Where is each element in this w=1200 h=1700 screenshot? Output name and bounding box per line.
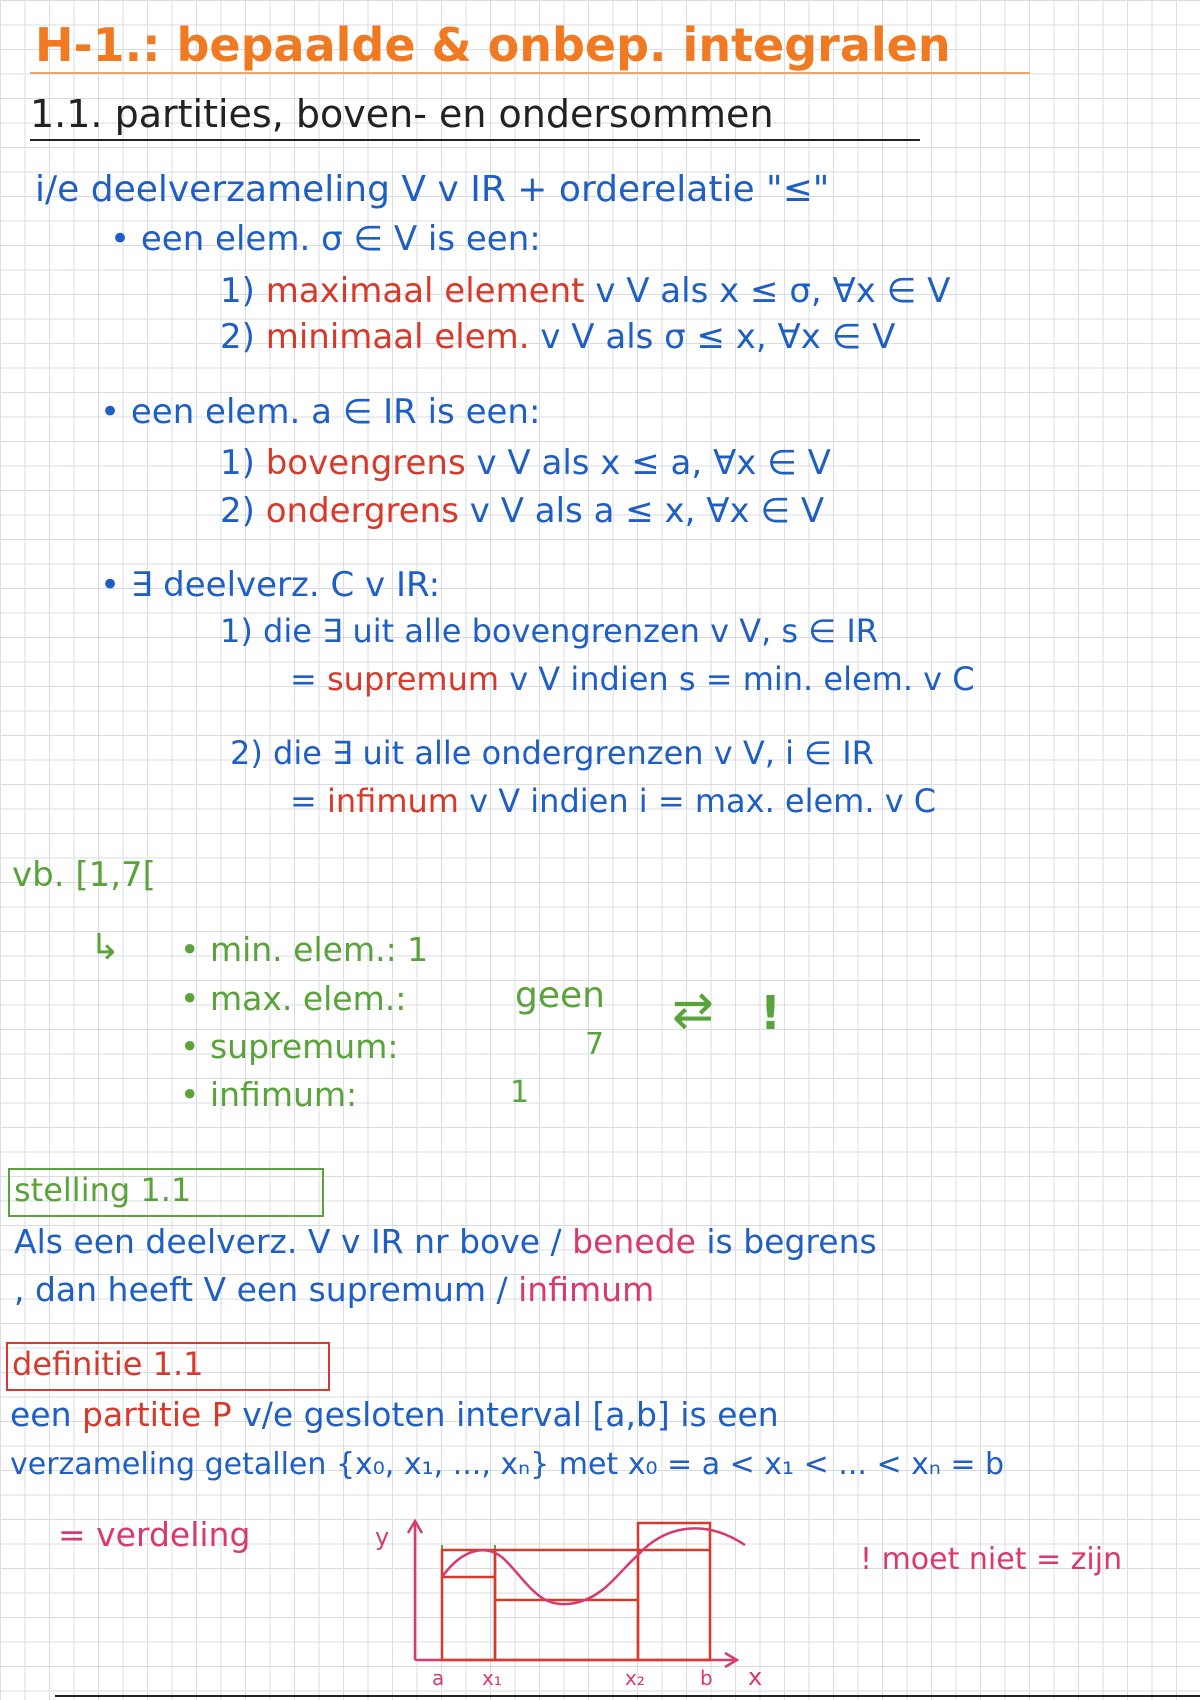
definitie-text: v/e (242, 1395, 294, 1434)
example-max-value: geen (515, 975, 605, 1016)
bullet1-head: • een elem. σ ∈ V is een: (110, 219, 541, 259)
title-underline (30, 72, 1030, 74)
stelling-text: Als een deelverz. V v IR nr bove / (14, 1222, 562, 1261)
stelling-label: stelling 1.1 (14, 1171, 192, 1209)
term-ondergrens: ondergrens (265, 491, 459, 531)
bullet3-item2: 2) die ∃ uit alle ondergrenzen v V, i ∈ IR (230, 734, 874, 772)
item-rest: v V als x ≤ σ, ∀x ∈ V (595, 271, 951, 311)
item-rest: v V indien i = max. elem. v C (469, 782, 937, 820)
bullet2-head: • een elem. a ∈ IR is een: (100, 392, 541, 432)
term-supremum: supremum (326, 660, 500, 698)
example-sup-value: 7 (585, 1027, 605, 1062)
definitie-text: gesloten interval [a,b] is een (303, 1395, 779, 1434)
bullet3-item1b (290, 660, 975, 698)
bullet3-item2b (290, 782, 937, 820)
verdeling-label: = verdeling (58, 1515, 251, 1554)
term-bovengrens: bovengrens (265, 443, 466, 483)
stelling-text: is begrens (706, 1222, 877, 1261)
bullet2-item2 (220, 491, 825, 531)
item-number: 2) (220, 491, 255, 531)
tick-x2: x₂ (625, 1666, 645, 1690)
definitie-line2: verzameling getallen {x₀, x₁, ..., xₙ} met x₀ = a < x₁ < ... < xₙ = b (10, 1447, 1005, 1482)
stelling-infimum: infimum (518, 1270, 655, 1309)
example-min: • min. elem.: 1 (180, 930, 429, 969)
swap-arrows-icon: ⇄ (672, 981, 714, 1039)
partition-graph (370, 1515, 770, 1690)
term-partitie: partitie P (82, 1395, 232, 1434)
page-title: H-1.: bepaalde & onbep. integralen (35, 18, 951, 72)
stelling-text: , dan heeft V een supremum / (14, 1270, 508, 1309)
item-number: 1) (220, 271, 255, 311)
warning-icon: ! (760, 986, 781, 1040)
term-infimum: infimum (326, 782, 459, 820)
bullet3-head: • ∃ deelverz. C v IR: (100, 565, 441, 605)
bottom-divider (55, 1695, 1200, 1697)
function-curve (442, 1528, 745, 1604)
definitie-line1 (10, 1395, 779, 1434)
example-inf-value: 1 (510, 1075, 530, 1110)
stelling-benede: benede (572, 1222, 696, 1261)
example-sup: • supremum: (180, 1027, 399, 1066)
tick-x1: x₁ (482, 1666, 502, 1690)
definitie-text: een (10, 1395, 72, 1434)
definitie-label: definitie 1.1 (12, 1345, 204, 1383)
bullet2-item1 (220, 443, 831, 483)
y-axis-label: y (375, 1523, 390, 1551)
equals-sign: = (290, 660, 317, 698)
bullet1-item2 (220, 317, 896, 357)
term-maximaal-element: maximaal element (265, 271, 585, 311)
item-rest: v V als σ ≤ x, ∀x ∈ V (540, 317, 896, 357)
example-inf: • infimum: (180, 1075, 358, 1114)
item-number: 1) (220, 443, 255, 483)
item-rest: v V als x ≤ a, ∀x ∈ V (476, 443, 831, 483)
note-text: ! moet niet = zijn (860, 1542, 1123, 1577)
equals-sign: = (290, 782, 317, 820)
item-rest: v V als a ≤ x, ∀x ∈ V (469, 491, 825, 531)
x-axis-label: x (748, 1663, 763, 1690)
item-rest: v V indien s = min. elem. v C (509, 660, 975, 698)
stelling-line1 (14, 1222, 877, 1261)
bullet3-item1: 1) die ∃ uit alle bovengrenzen v V, s ∈ IR (220, 612, 878, 650)
term-minimaal-elem: minimaal elem. (265, 317, 530, 357)
example-label: vb. [1,7[ (12, 855, 156, 895)
bullet1-item1 (220, 271, 951, 311)
arrow-icon: ↳ (90, 927, 121, 968)
tick-b: b (700, 1666, 713, 1690)
section-heading: 1.1. partities, boven- en ondersommen (30, 92, 774, 136)
section-underline (30, 139, 920, 141)
item-number: 2) (220, 317, 255, 357)
intro-line: i/e deelverzameling V v IR + orderelatie "≤" (35, 169, 830, 210)
tick-a: a (432, 1666, 445, 1690)
example-max: • max. elem.: (180, 979, 407, 1018)
stelling-line2 (14, 1270, 655, 1309)
